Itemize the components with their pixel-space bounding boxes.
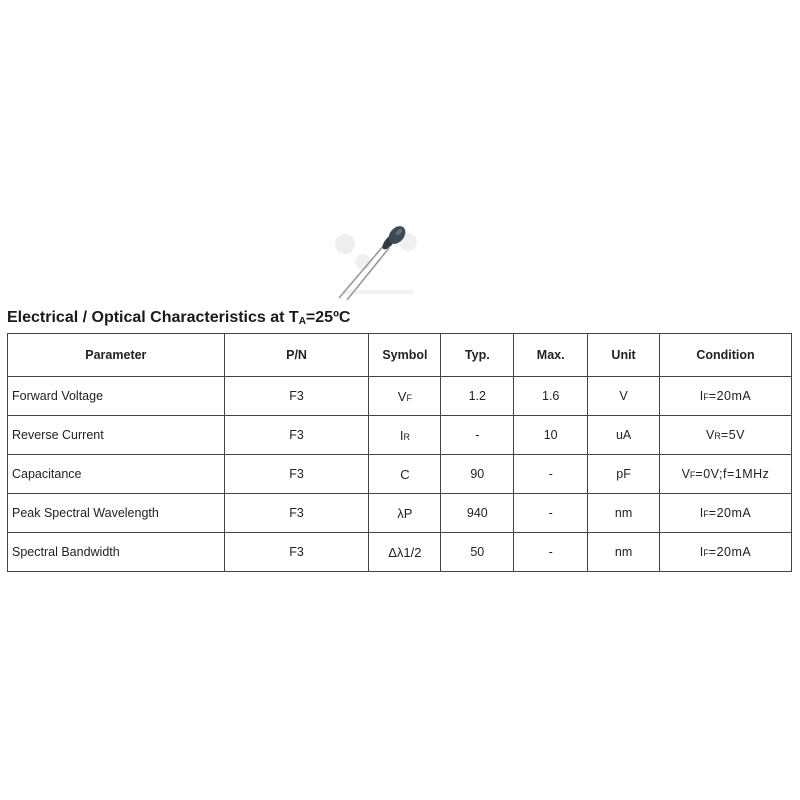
condition-rest: =20mA [708,545,752,559]
cell-parameter: Reverse Current [8,416,225,455]
cell-max: - [514,455,588,494]
condition-sub: F [703,392,709,402]
cell-condition [660,455,792,494]
table-row [8,533,792,572]
symbol-main: I [399,427,404,443]
cell-unit: V [588,377,660,416]
condition-rest: =5V [720,428,745,442]
condition-sub: F [689,470,696,480]
condition-main: I [699,506,704,520]
cell-pn: F3 [224,416,369,455]
cell-typ: 940 [441,494,514,533]
symbol-main: V [397,388,407,404]
cell-pn: F3 [224,455,369,494]
symbol-main: Δλ1/2 [388,544,422,560]
cell-typ: - [441,416,514,455]
condition-rest: =20mA [708,506,752,520]
characteristics-table [7,333,792,572]
cell-parameter: Peak Spectral Wavelength [8,494,225,533]
cell-condition [660,416,792,455]
title-subscript: A [298,316,306,327]
cell-typ: 50 [441,533,514,572]
condition-main: I [699,545,704,559]
cell-parameter: Forward Voltage [8,377,225,416]
cell-pn: F3 [224,494,369,533]
cell-symbol [369,494,441,533]
header-typ: Typ. [441,334,514,377]
condition-sub: F [703,509,709,519]
cell-condition [660,494,792,533]
cell-unit: uA [588,416,660,455]
cell-unit: nm [588,494,660,533]
symbol-sub: R [403,431,410,442]
condition-main: V [706,428,715,442]
cell-symbol [369,377,441,416]
cell-max: 10 [514,416,588,455]
cell-symbol [369,416,441,455]
header-pn: P/N [224,334,369,377]
cell-unit: pF [588,455,660,494]
header-parameter: Parameter [8,334,225,377]
led-component-icon [333,222,423,302]
symbol-main: λP [397,505,413,521]
title-text: Electrical / Optical Characteristics at T [7,309,299,326]
header-condition: Condition [660,334,792,377]
condition-main: V [681,467,690,481]
cell-unit: nm [588,533,660,572]
condition-rest: =0V;f=1MHz [695,467,770,481]
cell-condition [660,533,792,572]
header-symbol: Symbol [369,334,441,377]
cell-max: - [514,494,588,533]
condition-main: I [699,389,704,403]
cell-typ: 1.2 [441,377,514,416]
cell-typ: 90 [441,455,514,494]
header-unit: Unit [588,334,660,377]
page-title [7,309,350,327]
table-row [8,377,792,416]
condition-sub: R [714,431,721,441]
table-row [8,494,792,533]
title-suffix: =25ºC [305,309,351,326]
cell-max: 1.6 [514,377,588,416]
cell-max: - [514,533,588,572]
cell-symbol [369,533,441,572]
table-row [8,455,792,494]
symbol-main: C [400,466,410,482]
header-max: Max. [514,334,588,377]
cell-symbol [369,455,441,494]
cell-pn: F3 [224,533,369,572]
cell-parameter: Spectral Bandwidth [8,533,225,572]
table-header-row [8,334,792,377]
cell-parameter: Capacitance [8,455,225,494]
condition-sub: F [703,548,709,558]
cell-condition [660,377,792,416]
cell-pn: F3 [224,377,369,416]
table-row [8,416,792,455]
condition-rest: =20mA [708,389,752,403]
symbol-sub: F [406,392,412,403]
